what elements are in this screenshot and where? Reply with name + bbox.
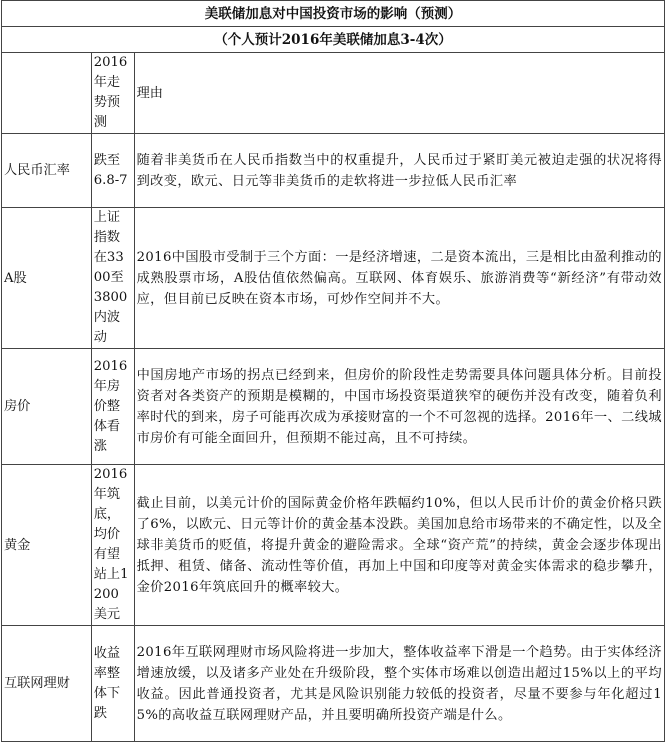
subtitle-row: [2, 27, 665, 53]
trend-cell: 上证指数在3300至3800内波动: [91, 208, 134, 349]
document-title: 美联储加息对中国投资市场的影响（预测）: [2, 1, 665, 27]
category-cell: 互联网理财: [2, 626, 92, 742]
header-trend-cell: 2016年走势预测: [91, 53, 134, 134]
header-category-cell: [2, 53, 92, 134]
reason-cell: 中国房地产市场的拐点已经到来，但房价的阶段性走势需要具体问题具体分析。目前投资者对各类资产的预期是模糊的，中国市场投资渠道狭窄的硬伤并没有改变，随着负利率时代的到来，房子可能再次成为承接财富的一个不可忽视的选择。2016年一、二线城市房价有可能全面回升，但预期不能过高，且不可持续。: [134, 349, 664, 465]
title-row: [2, 1, 665, 27]
trend-cell: 收益率整体下跌: [91, 626, 134, 742]
category-cell: A股: [2, 208, 92, 349]
category-cell: 房价: [2, 349, 92, 465]
reason-cell: 2016中国股市受制于三个方面：一是经济增速，二是资本流出，三是相比由盈利推动的成熟股票市场，A股估值依然偏高。互联网、体育娱乐、旅游消费等“新经济”有带动效应，但目前已反映在资本市场，可炒作空间并不大。: [134, 208, 664, 349]
category-cell: 人民币汇率: [2, 134, 92, 208]
trend-cell: 跌至6.8-7: [91, 134, 134, 208]
document-subtitle: （个人预计2016年美联储加息3-4次）: [2, 27, 665, 53]
forecast-table: [1, 0, 665, 742]
header-row: [2, 53, 665, 134]
table-row: [2, 465, 665, 626]
trend-cell: 2016年房价整体看涨: [91, 349, 134, 465]
reason-cell: 截止目前，以美元计价的国际黄金价格年跌幅约10%，但以人民币计价的黄金价格只跌了6%，以欧元、日元等计价的黄金基本没跌。美国加息给市场带来的不确定性，以及全球非美货币的贬值，将提升黄金的避险需求。全球“资产荒”的持续，黄金会逐步体现出抵押、租赁、储备、流动性等价值，再加上中国和印度等对黄金实体需求的稳步攀升，金价2016年筑底回升的概率较大。: [134, 465, 664, 626]
table-row: [2, 349, 665, 465]
table-row: [2, 134, 665, 208]
table-row: [2, 208, 665, 349]
header-reason-cell: 理由: [134, 53, 664, 134]
trend-cell: 2016年筑底，均价有望站上1200美元: [91, 465, 134, 626]
reason-cell: 随着非美货币在人民币指数当中的权重提升，人民币过于紧盯美元被迫走强的状况将得到改变，欧元、日元等非美货币的走软将进一步拉低人民币汇率: [134, 134, 664, 208]
table-row: [2, 626, 665, 742]
category-cell: 黄金: [2, 465, 92, 626]
reason-cell: 2016年互联网理财市场风险将进一步加大，整体收益率下滑是一个趋势。由于实体经济增速放缓，以及诸多产业处在升级阶段，整个实体市场难以创造出超过15%以上的平均收益。因此普通投资者，尤其是风险识别能力较低的投资者，尽量不要参与年化超过15%的高收益互联网理财产品，并且要明确所投资产端是什么。: [134, 626, 664, 742]
